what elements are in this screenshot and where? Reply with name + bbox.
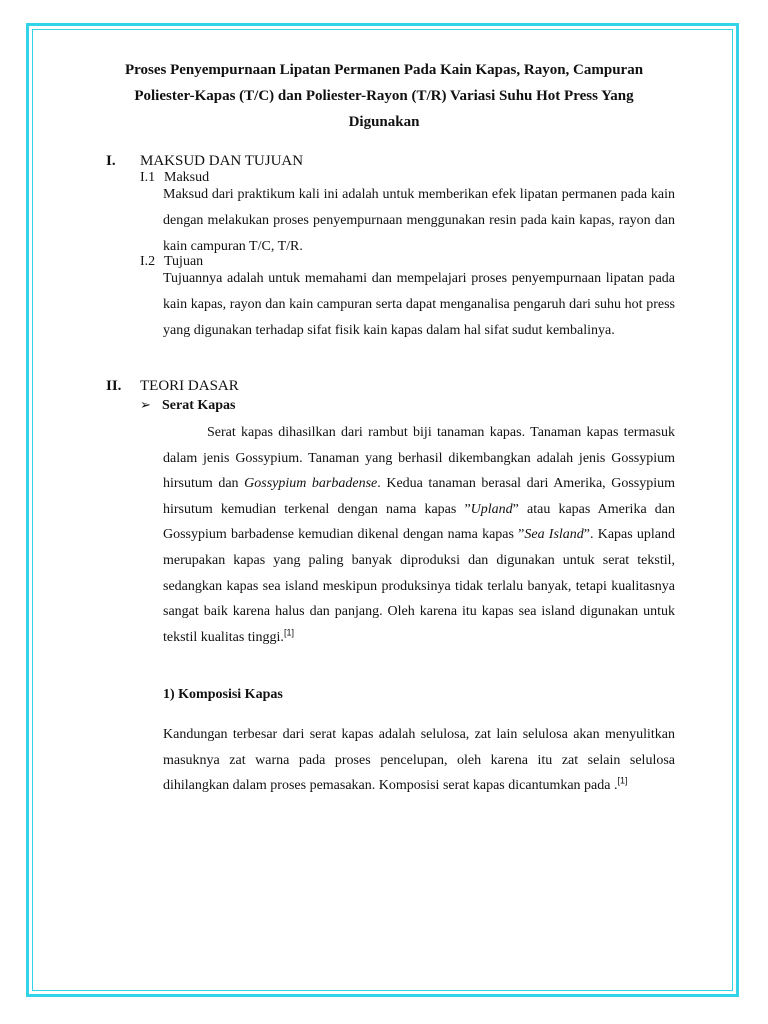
serat-kapas-italic-3: Sea Island: [524, 527, 584, 543]
serat-kapas-bullet: [140, 397, 236, 415]
reference-marker: [1]: [283, 627, 294, 638]
section-2-number: II.: [106, 378, 122, 394]
komposisi-kapas-heading: 1) Komposisi Kapas: [163, 687, 283, 702]
serat-kapas-paragraph: [163, 420, 675, 650]
section-2-title: TEORI DASAR: [140, 378, 239, 394]
subsection-1-1-number: I.1: [140, 170, 156, 185]
serat-kapas-text-3: ” atau kapas Amerika dan Gossypium barbadense kemudian dikenal dengan nama kapas ”: [163, 501, 676, 543]
serat-kapas-italic-1: Gossypium barbadense: [244, 476, 378, 492]
komposisi-text: Kandungan terbesar dari serat kapas adalah selulosa, zat lain selulosa akan menyulitkan masuknya zat warna pada proses pencelupan, oleh karena itu zat selain selulosa dihilangkan dalam proses pemasakan. Komposisi serat kapas dicantumkan pada .: [163, 727, 675, 794]
document-title-line-1: Proses Penyempurnaan Lipatan Permanen Pada Kain Kapas, Rayon, Campuran: [124, 62, 644, 78]
section-1-title: MAKSUD DAN TUJUAN: [140, 153, 304, 169]
section-1-number: I.: [106, 153, 116, 169]
subsection-1-1-title: Maksud: [164, 170, 210, 185]
subsection-1-2-number: I.2: [140, 254, 156, 269]
serat-kapas-text-4: ”. Kapas upland merupakan kapas yang paling banyak diproduksi dan digunakan untuk serat tekstil, sedangkan kapas sea island meskipun produksinya tidak terlalu banyak, tetapi kualitasnya sangat baik karena halus dan panjang. Oleh karena itu kapas sea island digunakan untuk tekstil kualitas tinggi.: [163, 527, 675, 645]
komposisi-paragraph: [163, 722, 675, 799]
document-title-line-3: Digunakan: [348, 114, 420, 130]
arrowhead-bullet-icon: ➢: [140, 398, 151, 413]
serat-kapas-italic-2: Upland: [470, 501, 513, 517]
subsection-1-2-title: Tujuan: [164, 254, 204, 269]
reference-marker: [1]: [617, 775, 628, 786]
maksud-paragraph: Maksud dari praktikum kali ini adalah untuk memberikan efek lipatan permanen pada kain dengan melakukan proses penyempurnaan menggunakan resin pada kain kapas, rayon dan kain campuran T/C, T/R.: [163, 187, 675, 254]
tujuan-paragraph: Tujuannya adalah untuk memahami dan mempelajari proses penyempurnaan lipatan pada kain kapas, rayon dan kain campuran serta dapat menganalisa pengaruh dari suhu hot press yang digunakan terhadap sifat fisik kain kapas dalam hal sifat sudut kembalinya.: [163, 271, 675, 338]
serat-kapas-label: Serat Kapas: [162, 398, 236, 413]
document-title-line-2: Poliester-Kapas (T/C) dan Poliester-Rayon (T/R) Variasi Suhu Hot Press Yang: [134, 88, 634, 104]
document-title: [100, 57, 668, 135]
serat-kapas-text-1: Serat kapas dihasilkan dari rambut biji tanaman kapas. Tanaman kapas termasuk dalam jenis Gossypium. Tanaman yang berhasil dikembangkan adalah jenis Gossypium hirsutum dan: [163, 425, 675, 492]
serat-kapas-text-2: . Kedua tanaman berasal dari Amerika, Gossypium hirsutum kemudian terkenal dengan nama kapas ”: [163, 476, 676, 517]
